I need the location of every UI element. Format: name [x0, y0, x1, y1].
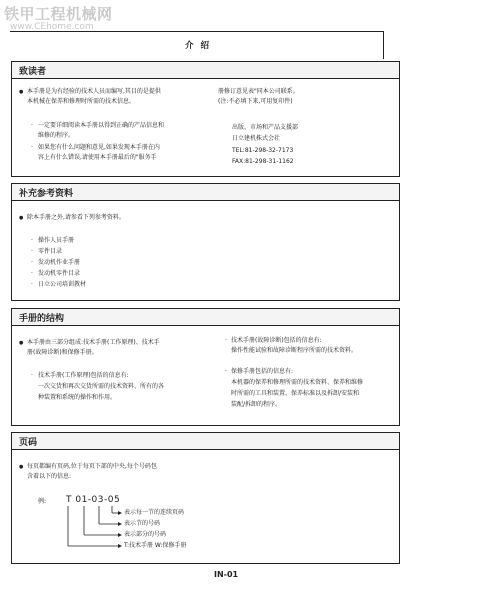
example-legend-section: 表示节的号码: [124, 520, 161, 527]
bullet-icon: ●: [19, 340, 24, 346]
supplement-item: 发动机作业手册: [38, 259, 81, 266]
structure-p2b: 一次交货和再次交货所需的技术资料、所有的各: [38, 383, 165, 390]
header-rule: [10, 31, 384, 32]
dash-icon: ·: [225, 368, 227, 375]
page-footer-number: IN-01: [214, 570, 239, 579]
structure-r2b: 本机器的保养和修理所需的技术资料、保养和维修: [231, 379, 364, 386]
watermark-title: 铁甲工程机械网: [4, 5, 113, 23]
structure-section: [11, 308, 400, 426]
page-number-title: 页码: [19, 438, 38, 448]
structure-p1b: 册(故障诊断)和保修手册。: [27, 349, 98, 356]
structure-header: [12, 309, 399, 326]
readers-p1b: 本机械在保养和修理时所需的技术信息。: [27, 98, 136, 105]
page-number-p1a: 每页都编有页码,位于每页下部的中央,每个号码包: [27, 463, 157, 470]
dash-icon: ·: [31, 144, 33, 151]
example-legend-part: 表示部分的号码: [124, 531, 167, 538]
bullet-icon: ●: [19, 89, 24, 95]
contact-tel: TEL:81-298-32-7173: [232, 147, 294, 154]
page-title: 介绍: [185, 41, 217, 51]
readers-header: [12, 62, 399, 79]
supplement-intro: 除本手册之外,请参看下列参考资料。: [27, 214, 125, 221]
structure-r2d: 装配/拆卸的程序。: [231, 401, 282, 408]
structure-r1a: 技术手册(故障诊断)包括的信息有:: [231, 337, 322, 344]
header-margin-rule: [383, 31, 384, 59]
dash-icon: ·: [31, 281, 33, 288]
dash-icon: ·: [31, 248, 33, 255]
structure-title: 手册的结构: [19, 314, 65, 324]
contact-company: 日立建机株式会社: [232, 135, 281, 142]
dash-icon: ·: [31, 237, 33, 244]
structure-r2c: 时所需的工具和装置、保养标准以及拆卸/安装和: [231, 390, 360, 397]
structure-p2a: 技术手册(工作原理)包括的信息有:: [38, 372, 129, 379]
dash-icon: ·: [225, 337, 227, 344]
readers-r2: (注:不必填下来,可用复印件): [218, 98, 293, 105]
supplement-section: [11, 183, 400, 301]
example-legend-type: T:技术手册 W:保修手册: [124, 542, 187, 549]
readers-r1: 册修订意见表"同本公司联系。: [218, 88, 299, 95]
readers-title: 致读者: [19, 67, 47, 77]
dash-icon: ·: [31, 270, 33, 277]
structure-r2a: 保修手册包括的信息有:: [231, 368, 294, 375]
dash-icon: ·: [31, 122, 33, 129]
readers-p2a: 一定要详细阅读本手册以得到正确的产品信息和: [38, 122, 165, 129]
readers-p3a: 如果您有什么问题和意见,如果发现本手册在内: [38, 144, 160, 151]
readers-p3b: 容上有什么错误,请使用本手册最后的"服务手: [38, 154, 157, 161]
supplement-item: 日立公司培训教材: [38, 281, 87, 288]
supplement-item: 零件目录: [38, 248, 63, 255]
watermark-url: www.CEhome.com: [10, 22, 94, 32]
supplement-title: 补充参考资料: [19, 189, 74, 199]
supplement-header: [12, 184, 399, 201]
bullet-icon: ●: [19, 215, 24, 221]
page-number-p1b: 含着以下的信息:: [27, 473, 72, 480]
example-code: T 01-03-05: [66, 495, 121, 505]
readers-section: [11, 61, 400, 177]
readers-p1a: 本手册是为有经验的技术人员而编写,其目的是提供: [27, 88, 161, 95]
dash-icon: ·: [31, 372, 33, 379]
structure-r1b: 操作性能试验和故障诊断程序所需的技术资料。: [231, 347, 358, 354]
example-legend-page: 表示每一节的连续页码: [124, 509, 185, 516]
structure-p2c: 种装置和系统的操作和作用。: [38, 394, 117, 401]
contact-dept: 出版、市场和产品支援部: [232, 124, 299, 131]
supplement-item: 发动机零件目录: [38, 270, 81, 277]
example-label: 例:: [38, 498, 47, 505]
bullet-icon: ●: [19, 464, 24, 470]
example-leader-lines: [12, 433, 401, 565]
structure-p1a: 本手册由三部分组成:技术手册(工作原理)、技术手: [27, 339, 160, 346]
dash-icon: ·: [31, 259, 33, 266]
readers-p2b: 维修的程序。: [38, 132, 75, 139]
supplement-item: 操作人员手册: [38, 237, 75, 244]
contact-fax: FAX:81-298-31-1162: [232, 158, 294, 165]
page-number-section: [11, 432, 400, 564]
